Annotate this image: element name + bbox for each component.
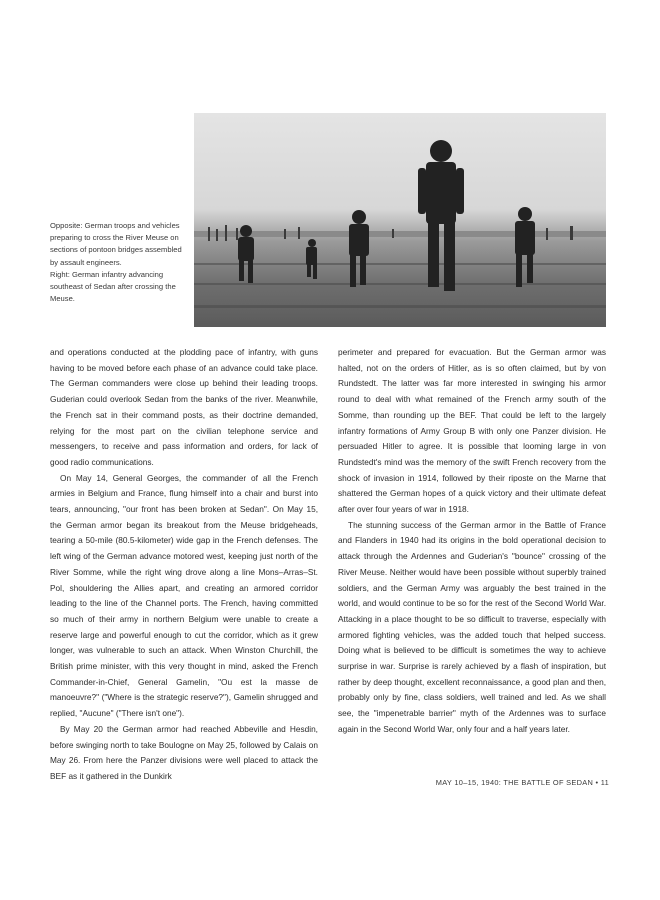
- paragraph: and operations conducted at the plodding pace of infantry, with guns having to be moved before each phase of an advance could take place. The German commanders were close up behind their leading troops. Guderian could overlook Sedan from the banks of the river. Meanwhile, the French sat in their command posts, as their doctrine demanded, relying for the most part on the civilian telephone service and messengers, to receive and pass information and orders, for lack of good radio communications.: [50, 347, 318, 467]
- paragraph: perimeter and prepared for evacuation. But the German armor was halted, not on the orders of Hitler, as is so often claimed, but by von Rundstedt. The latter was far more interested in swinging his armor round to deal with what remained of the French army south of the Somme, than rounding up the BEF. That could be left to the largely infantry formations of Army Group B with only one Panzer division. He persuaded Hitler to agree. It is possible that looming large in von Rundstedt's mind was the memory of the swift French recovery from the shock of invasion in 1914, followed by their riposte on the Marne that shattered the German hopes of a quick victory and their ultimate defeat after over four years of war in 1918.: [338, 347, 606, 515]
- caption-right: Right: German infantry advancing southeast of Sedan after crossing the Meuse.: [50, 269, 176, 304]
- footer-separator: •: [595, 778, 601, 787]
- left-column: [50, 345, 318, 785]
- photo-caption: [50, 220, 182, 305]
- running-head: MAY 10–15, 1940: THE BATTLE OF SEDAN: [435, 778, 594, 787]
- right-column: [338, 345, 606, 738]
- caption-opposite: Opposite: German troops and vehicles preparing to cross the River Meuse on sections of pontoon bridges assembled by assault engineers.: [50, 221, 182, 267]
- page-number: 11: [600, 778, 609, 787]
- photo-image: [194, 113, 606, 327]
- page-footer: [380, 778, 609, 787]
- paragraph: The stunning success of the German armor in the Battle of France and Flanders in 1940 had its origins in the bold operational decision to attack through the Ardennes and Guderian's "bounce" crossing of the River Meuse. Neither would have been possible without superbly trained soldiers, and the German Army was arguably the best trained in the world, and would continue to be so for the rest of the Second World War. Attacking in a place thought to be so difficult to traverse, especially with armored fighting vehicles, was the added touch that helped success. Doing what is believed to be difficult is sometimes the way to achieve surprise in war. Surprise is rarely achieved by a flash of inspiration, but rather by deep thought, excellent reconnaissance, a good plan and then, probably only by fine, class soldiers, well trained and led. As we shall see, the "impenetrable barrier" myth of the Ardennes was to surface again in the Second World War, only four and a half years later.: [338, 519, 606, 734]
- paragraph: By May 20 the German armor had reached Abbeville and Hesdin, before swinging north to take Boulogne on May 25, followed by Calais on May 26. From here the Panzer divisions were well placed to attack the BEF as it gathered in the Dunkirk: [50, 723, 318, 781]
- photo-german-infantry: [194, 113, 606, 327]
- paragraph: On May 14, General Georges, the commander of all the French armies in Belgium and France, flung himself into a chair and burst into tears, announcing, "our front has been broken at Sedan". On May 15, the German armor began its breakout from the Meuse bridgeheads, tearing a 50-mile (80.5-kilometer) wide gap in the French defenses. The left wing of the German advance motored west, keeping just north of the River Somme, while the right wing drove along a line Mons–Arras–St. Pol, shouldering the Allies apart, and creating an armored corridor leading to the line of the Channel ports. The French, having committed so much of their army in northern Belgium were unable to create a reserve large and powerful enough to cut the corridor, which as it grew longer, was vulnerable to such an attack. When Winston Churchill, the British prime minister, with this very thought in mind, asked the French Commander-in-Chief, General Gamelin, "Ou est la masse de manoeuvre?" ("Where is the strategic reserve?"), Gamelin shrugged and replied, "Aucune" ("There isn't one").: [50, 472, 318, 719]
